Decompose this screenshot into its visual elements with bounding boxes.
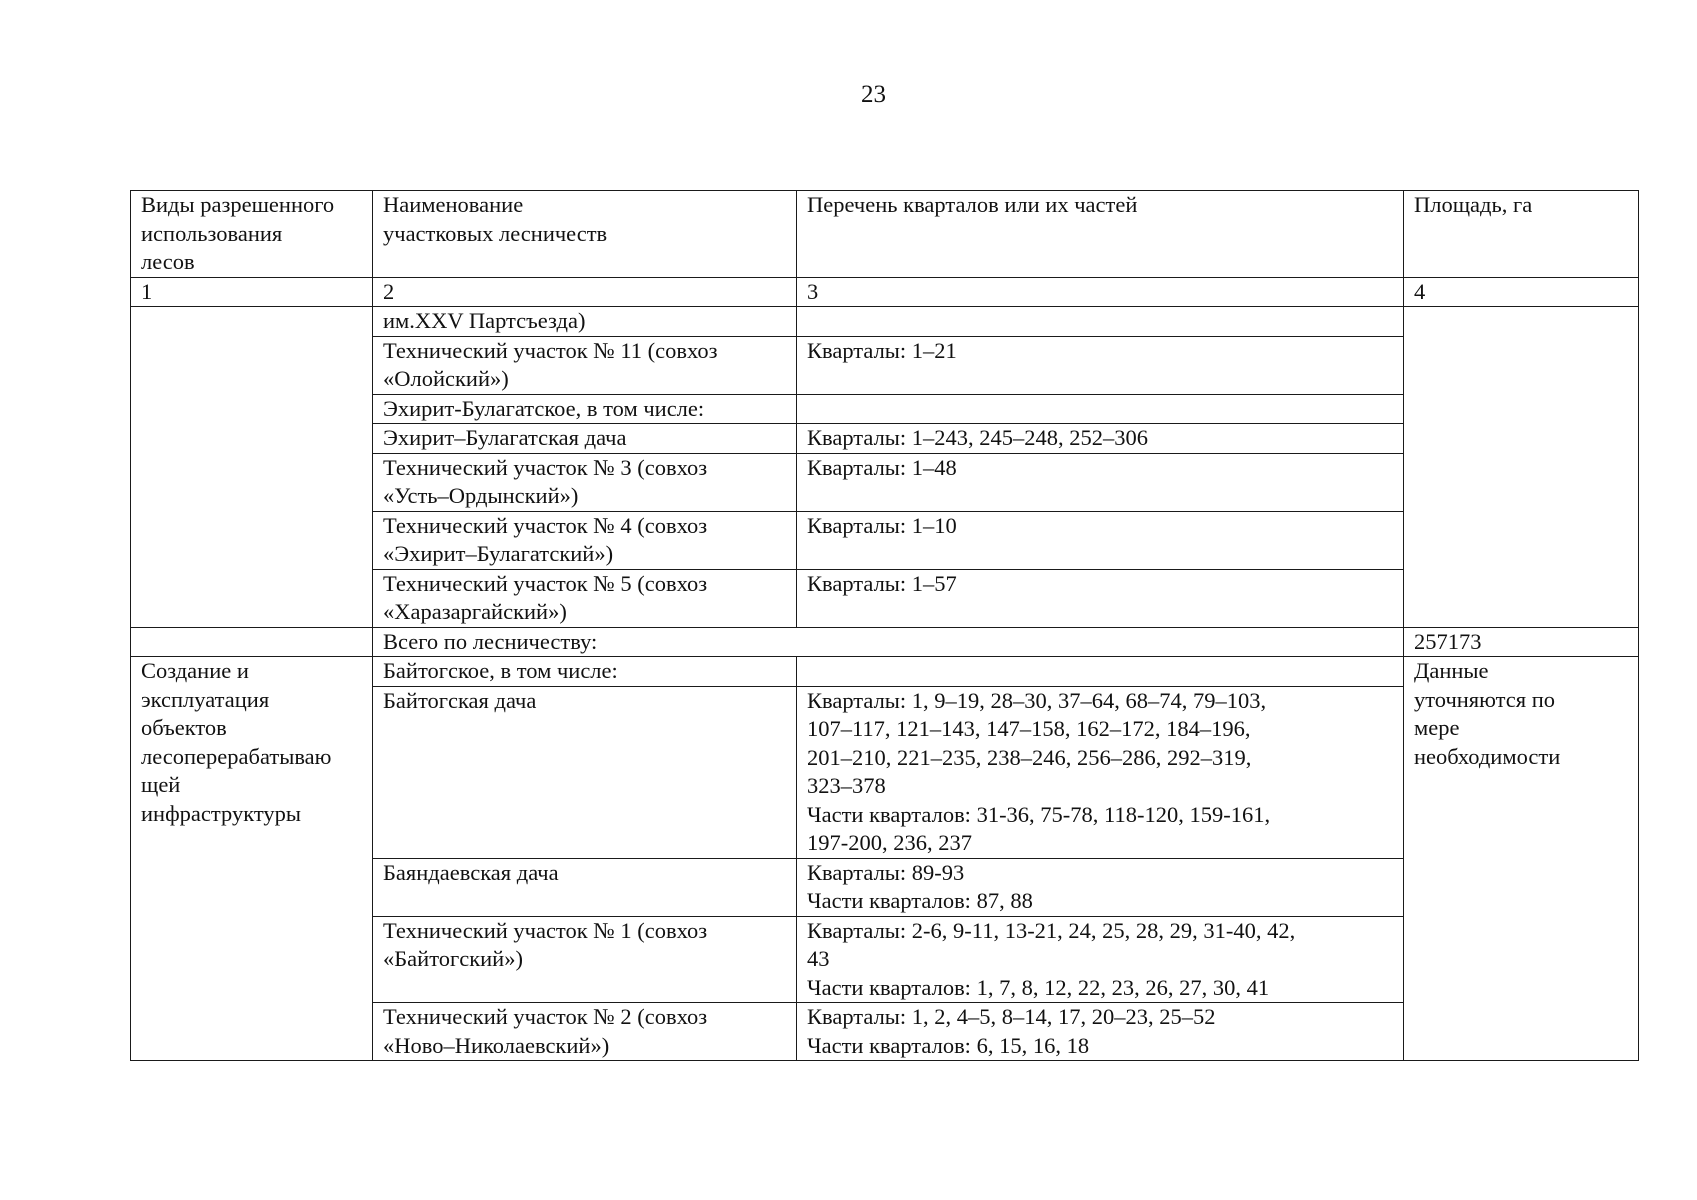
cell-text-line: объектов (141, 715, 227, 740)
column-number: 3 (797, 277, 1404, 307)
forestry-name-cell (373, 686, 797, 858)
use-type-cell (131, 627, 373, 657)
cell-text-line: Части кварталов: 1, 7, 8, 12, 22, 23, 26, 27, 30, 41 (807, 974, 1270, 1000)
cell-text-line: использования (141, 220, 283, 246)
use-type-cell (131, 657, 373, 1061)
cell-text-line: лесов (141, 249, 195, 274)
total-label: Всего по лесничеству: (373, 627, 1404, 657)
cell-text-line: Виды разрешенного (141, 192, 335, 217)
cell-text-line: Создание и (141, 658, 249, 683)
table-header-row (131, 191, 1639, 278)
quarters-cell (797, 1003, 1404, 1061)
quarters-cell (797, 657, 1404, 687)
cell-text-line: Байтогское, в том числе: (383, 658, 618, 683)
cell-text-line: Данные (1414, 658, 1489, 683)
cell-text-line: лесоперерабатываю (141, 743, 332, 769)
quarters-cell (797, 453, 1404, 511)
cell-text-line: Наименование (383, 192, 524, 217)
cell-text-line: Перечень кварталов или их частей (807, 192, 1138, 217)
cell-text-line: 201–210, 221–235, 238–246, 256–286, 292–319, (807, 744, 1252, 770)
column-number: 2 (373, 277, 797, 307)
quarters-cell (797, 336, 1404, 394)
cell-text-line: Кварталы: 1–10 (807, 512, 957, 538)
table-row (131, 657, 1639, 687)
cell-text-line: Баяндаевская дача (383, 859, 559, 885)
column-number-row (131, 277, 1639, 307)
quarters-cell (797, 569, 1404, 627)
cell-text-line: «Харазаргайский») (383, 599, 567, 624)
cell-text-line: Технический участок № 1 (совхоз (383, 917, 708, 943)
cell-text-line: необходимости (1414, 743, 1561, 769)
forestry-name-cell (373, 511, 797, 569)
header-area (1404, 191, 1639, 278)
cell-text-line: Технический участок № 3 (совхоз (383, 454, 708, 480)
cell-text-line: Части кварталов: 87, 88 (807, 888, 1033, 913)
cell-text-line: Эхирит-Булагатское, в том числе: (383, 395, 705, 421)
cell-text-line: Части кварталов: 31-36, 75-78, 118-120, 159-161, (807, 801, 1271, 827)
cell-text-line: Байтогская дача (383, 687, 537, 713)
header-use-type (131, 191, 373, 278)
quarters-cell (797, 307, 1404, 337)
cell-text-line: Кварталы: 1–57 (807, 570, 957, 596)
cell-text-line: Части кварталов: 6, 15, 16, 18 (807, 1032, 1090, 1058)
column-number: 1 (131, 277, 373, 307)
cell-text-line: Эхирит–Булагатская дача (383, 425, 627, 450)
forestry-name-cell (373, 858, 797, 916)
quarters-cell (797, 511, 1404, 569)
area-cell (1404, 307, 1639, 628)
forestry-name-cell (373, 336, 797, 394)
cell-text-line: эксплуатация (141, 686, 270, 712)
cell-text-line: Технический участок № 2 (совхоз (383, 1004, 708, 1029)
quarters-cell (797, 424, 1404, 454)
header-quarters-list (797, 191, 1404, 278)
cell-text-line: Кварталы: 1–48 (807, 454, 957, 480)
area-note-cell (1404, 657, 1639, 1061)
quarters-cell (797, 916, 1404, 1003)
table-row (131, 307, 1639, 337)
quarters-cell (797, 686, 1404, 858)
cell-text-line: 107–117, 121–143, 147–158, 162–172, 184–196, (807, 716, 1251, 741)
cell-text-line: «Олойский») (383, 366, 509, 391)
cell-text-line: участковых лесничеств (383, 220, 608, 246)
cell-text-line: 43 (807, 946, 830, 971)
forestry-name-cell (373, 657, 797, 687)
cell-text-line: 323–378 (807, 773, 886, 798)
cell-text-line: мере (1414, 715, 1460, 740)
column-number: 4 (1404, 277, 1639, 307)
total-area: 257173 (1404, 627, 1639, 657)
cell-text-line: Кварталы: 2-6, 9-11, 13-21, 24, 25, 28, 29, 31-40, 42, (807, 917, 1296, 943)
cell-text-line: «Эхирит–Булагатский») (383, 541, 614, 566)
quarters-cell (797, 858, 1404, 916)
forestry-name-cell (373, 569, 797, 627)
cell-text-line: Кварталы: 1, 2, 4–5, 8–14, 17, 20–23, 25–52 (807, 1004, 1216, 1029)
cell-text-line: инфраструктуры (141, 800, 301, 826)
page-number: 23 (861, 81, 886, 108)
forestry-name-cell (373, 394, 797, 424)
cell-text-line: Технический участок № 11 (совхоз (383, 337, 718, 363)
cell-text-line: Площадь, га (1414, 192, 1533, 217)
cell-text-line: уточняются по (1414, 686, 1556, 712)
forest-use-table (130, 190, 1639, 1061)
cell-text-line: щей (141, 772, 181, 797)
cell-text-line: «Ново–Николаевский») (383, 1032, 610, 1058)
cell-text-line: Кварталы: 89-93 (807, 859, 965, 885)
forestry-name-cell (373, 916, 797, 1003)
total-row (131, 627, 1639, 657)
cell-text-line: 197-200, 236, 237 (807, 830, 972, 855)
quarters-cell (797, 394, 1404, 424)
cell-text-line: Технический участок № 5 (совхоз (383, 570, 708, 596)
forestry-name-cell (373, 453, 797, 511)
cell-text-line: Кварталы: 1–21 (807, 337, 957, 363)
header-forestry-name (373, 191, 797, 278)
cell-text-line: Кварталы: 1–243, 245–248, 252–306 (807, 425, 1149, 450)
use-type-cell (131, 307, 373, 628)
forestry-name-cell (373, 424, 797, 454)
forestry-name-cell (373, 1003, 797, 1061)
cell-text-line: Технический участок № 4 (совхоз (383, 512, 708, 538)
forestry-name-cell (373, 307, 797, 337)
cell-text-line: им.XXV Партсъезда) (383, 308, 586, 333)
cell-text-line: «Байтогский») (383, 946, 523, 971)
cell-text-line: Кварталы: 1, 9–19, 28–30, 37–64, 68–74, 79–103, (807, 687, 1267, 713)
cell-text-line: «Усть–Ордынский») (383, 483, 579, 508)
